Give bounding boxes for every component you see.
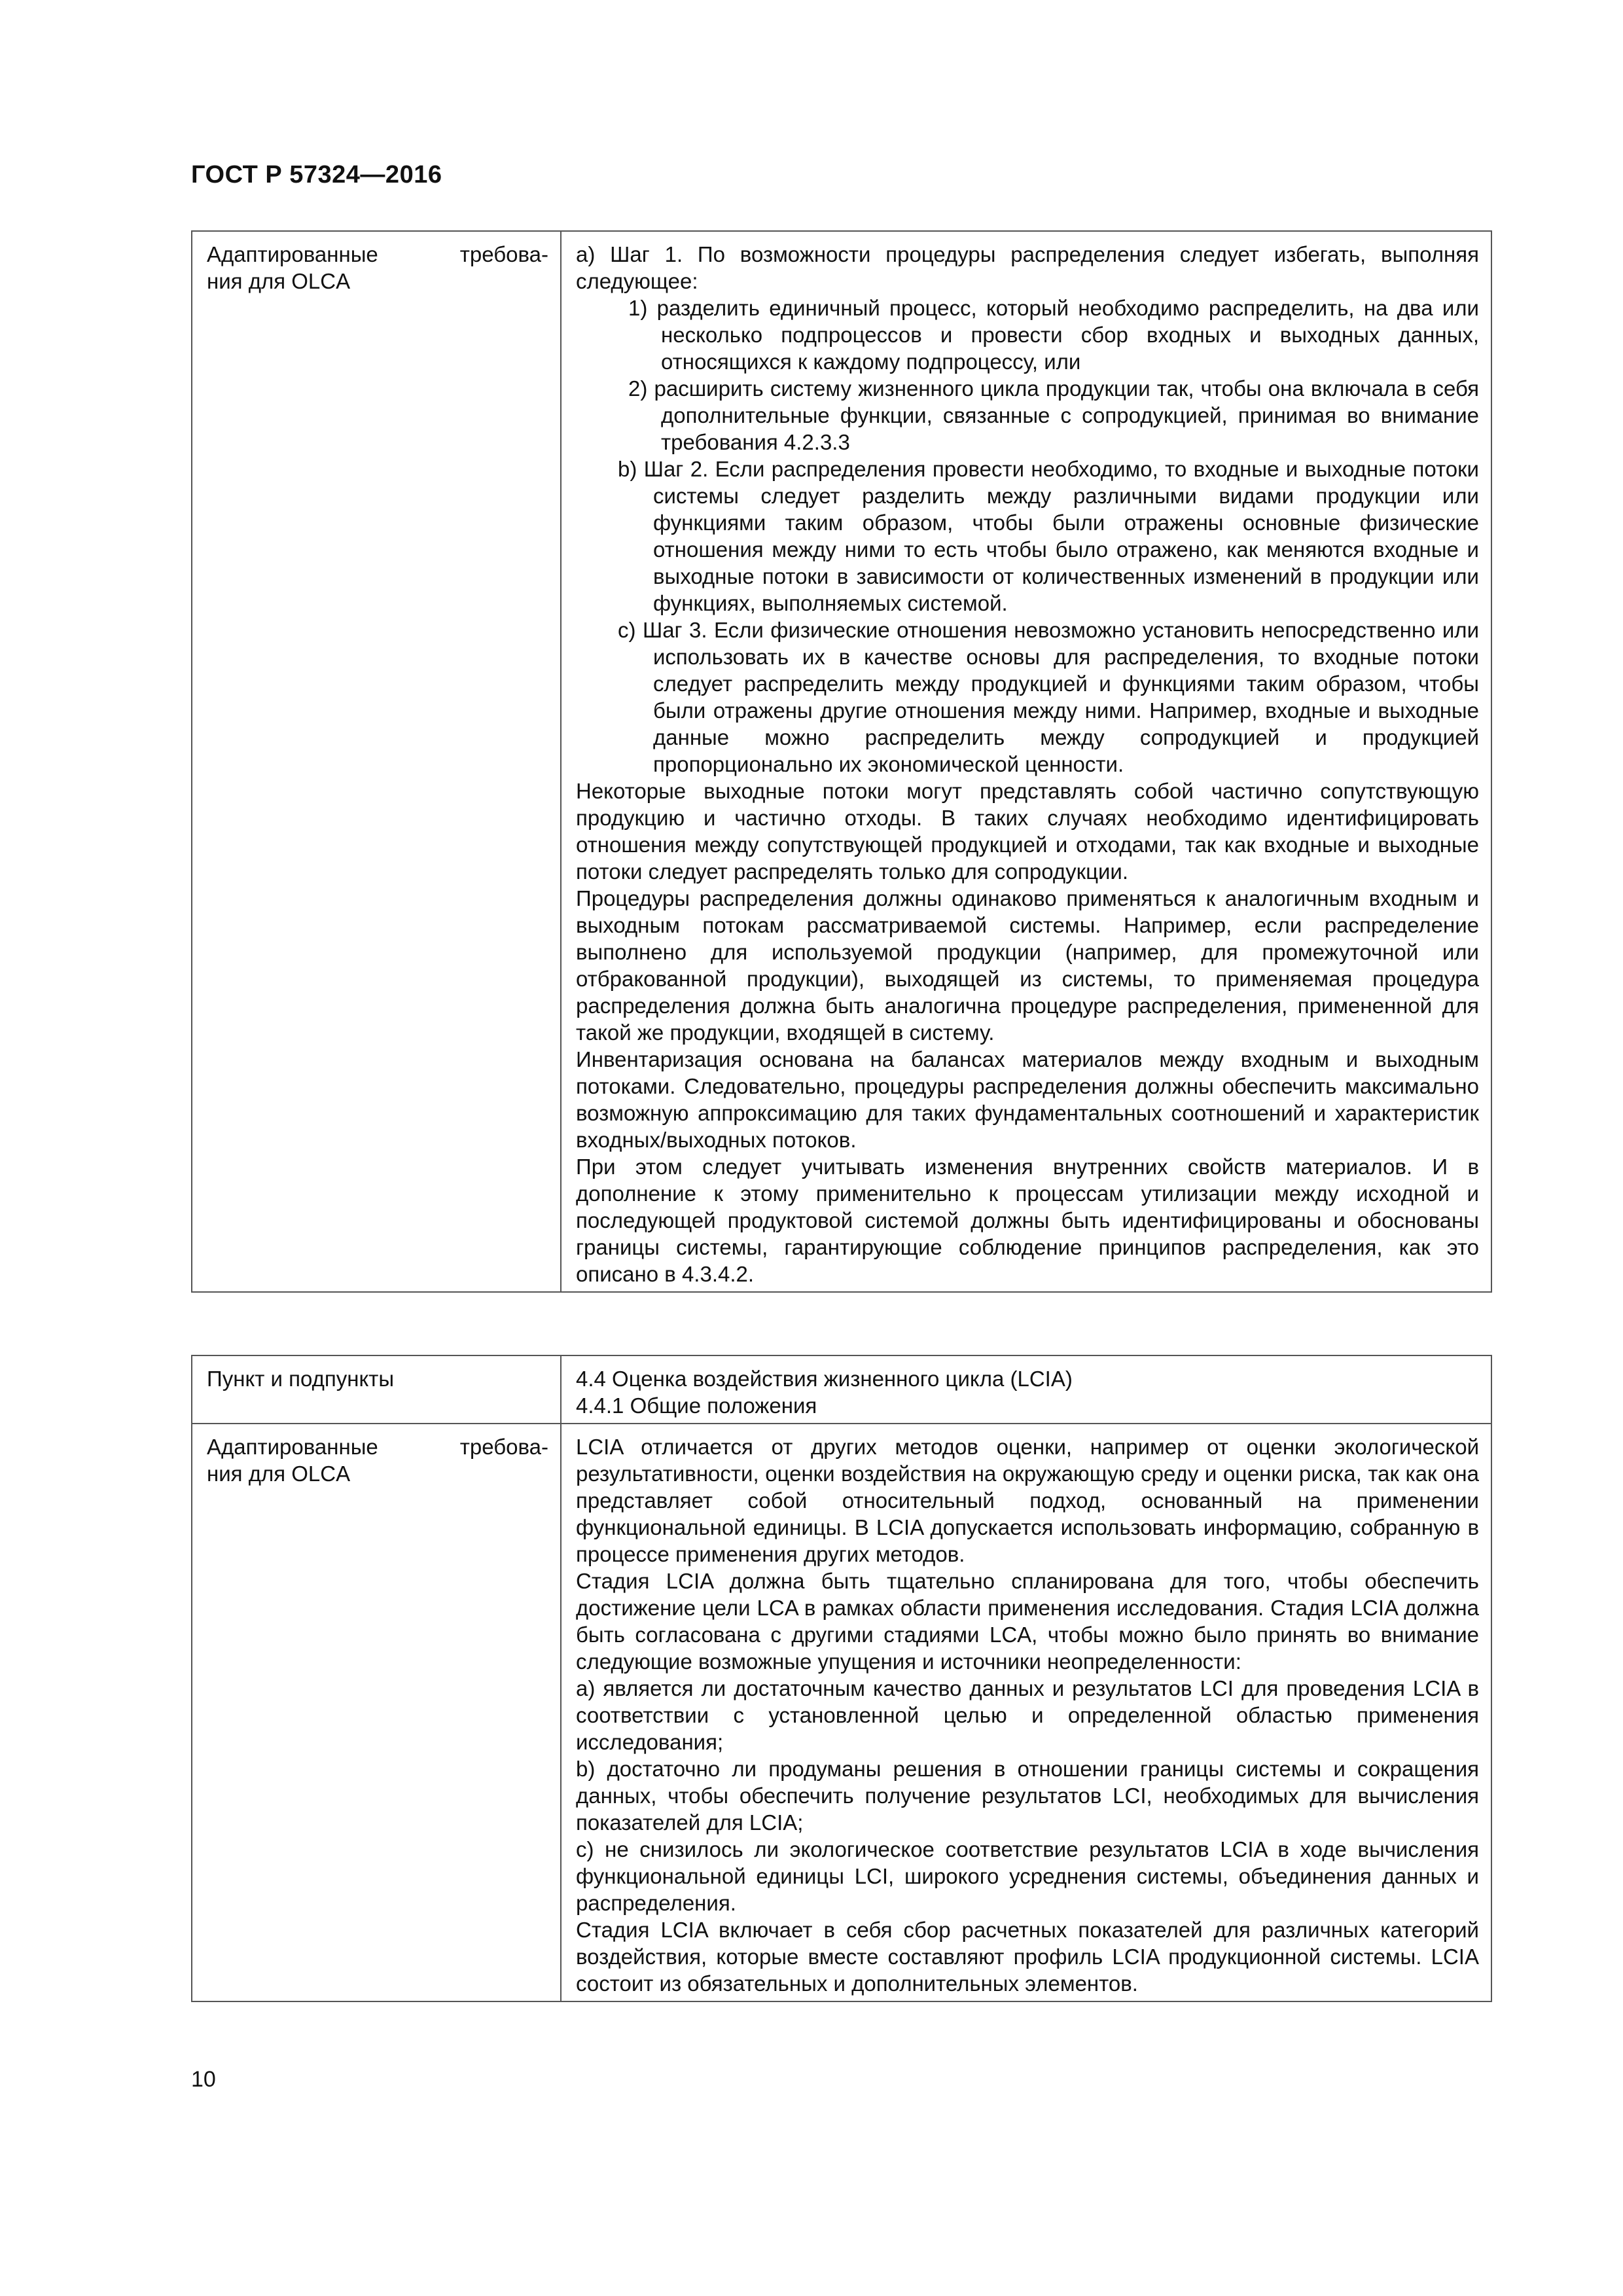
allocation-consistency-paragraph: Процедуры распределения должны одинаково применяться к аналогичным входным и выходным потокам рассматриваемой системы. Например, если распределение выполнено для используемой продукции (например, для промежуточной или отбракованной продукции), выходящей из системы, то применяемая процедура распределения должна быть аналогична процедуре распределения, примененной для такой же продукции, входящей в систему. bbox=[576, 886, 1479, 1045]
uncertainty-item-a: а) является ли достаточным качество данных и результатов LCI для проведения LCIA в соответствии с установленной целью и определенной областью применения исследования; bbox=[576, 1676, 1479, 1754]
allocation-requirements-table bbox=[191, 230, 1492, 1293]
recycling-paragraph: При этом следует учитывать изменения внутренних свойств материалов. И в дополнение к этому применительно к процессам утилизации между исходной и последующей продуктовой системой должны быть идентифицированы и обоснованы границы системы, гарантирующие соблюдение принципов распределения, как это описано в 4.3.4.2. bbox=[576, 1155, 1479, 1286]
row-label-cell bbox=[192, 1355, 561, 1424]
uncertainty-item-b: b) достаточно ли продуманы решения в отношении границы системы и сокращения данных, чтобы обеспечить получение результатов LCI, необходимых для вычисления показателей для LCIA; bbox=[576, 1757, 1479, 1835]
table-row bbox=[192, 231, 1491, 1292]
table-row bbox=[192, 1355, 1491, 1424]
step-2-paragraph: b) Шаг 2. Если распределения провести необходимо, то входные и выходные потоки системы следует разделить между различными видами продукции или функциями таким образом, чтобы были отражены основные физические отношения между ними то есть чтобы было отражено, как меняются входные и выходные потоки в зависимости от количественных изменений в продукции или функциях, выполняемых системой. bbox=[618, 457, 1479, 615]
row-content-cell bbox=[561, 1355, 1491, 1424]
inventory-balance-paragraph: Инвентаризация основана на балансах материалов между входным и выходным потоками. Следовательно, процедуры распределения должны обеспечить максимально возможную аппроксимацию для таких фундаментальных соотношений и характеристик входных/выходных потоков. bbox=[576, 1047, 1479, 1152]
row-label-line2: ния для OLCA bbox=[207, 1462, 351, 1486]
row-label-line1: Адаптированные требова- bbox=[207, 242, 548, 266]
row-content-cell bbox=[561, 1424, 1491, 2001]
lcia-planning-paragraph: Стадия LCIA должна быть тщательно спланирована для того, чтобы обеспечить достижение цели LCA в рамках области применения исследования. Стадия LCIA должна быть согласована с другими стадиями LCA, чтобы можно было принять во внимание следующие возможные упущения и источники неопределенности: bbox=[576, 1569, 1479, 1674]
table-row bbox=[192, 1424, 1491, 2001]
clause-label: Пункт и подпункты bbox=[207, 1367, 395, 1391]
page-number: 10 bbox=[191, 2067, 216, 2092]
uncertainty-item-c: c) не снизилось ли экологическое соответствие результатов LCIA в ходе вычисления функциональной единицы LCI, широкого усреднения системы, объединения данных и распределения. bbox=[576, 1837, 1479, 1915]
step-3-paragraph: c) Шаг 3. Если физические отношения невозможно установить непосредственно или использовать их в качестве основы для распределения, то входные потоки следует распределить между продукцией и функциями таким образом, чтобы были отражены другие отношения между ними. Например, входные и выходные данные можно распределить между сопродукцией и продукцией пропорционально их экономической ценности. bbox=[618, 618, 1479, 776]
lcia-definition-paragraph: LCIA отличается от других методов оценки, например от оценки экологической результативности, оценки воздействия на окружающую среду и оценки риска, так как она представляет собой относительный подход, основанный на применении функциональной единицы. В LCIA допускается использовать информацию, собранную в процессе применения других методов. bbox=[576, 1435, 1479, 1566]
step-1-option-2: 2) расширить систему жизненного цикла продукции так, чтобы она включала в себя дополнительные функции, связанные с сопродукцией, принимая во внимание требования 4.2.3.3 bbox=[628, 376, 1479, 454]
co-product-paragraph: Некоторые выходные потоки могут представлять собой частично сопутствующую продукцию и частично отходы. В таких случаях необходимо идентифицировать отношения между сопутствующей продукцией и отходами, так как входные и выходные потоки следует распределять только для сопродукции. bbox=[576, 779, 1479, 884]
clause-heading-4-4-1: 4.4.1 Общие положения bbox=[576, 1393, 817, 1418]
document-code-header: ГОСТ Р 57324—2016 bbox=[191, 161, 442, 188]
row-content-cell bbox=[561, 231, 1491, 1292]
clause-heading-4-4: 4.4 Оценка воздействия жизненного цикла (LCIA) bbox=[576, 1367, 1073, 1391]
row-label-line2: ния для OLCA bbox=[207, 269, 351, 293]
lcia-table bbox=[191, 1355, 1492, 2002]
row-label-cell bbox=[192, 1424, 561, 2001]
row-label-cell bbox=[192, 231, 561, 1292]
lcia-profile-paragraph: Стадия LCIA включает в себя сбор расчетных показателей для различных категорий воздействия, которые вместе составляют профиль LCIA продукционной системы. LCIA состоит из обязательных и дополнительных элементов. bbox=[576, 1918, 1479, 1996]
step-1-intro: а) Шаг 1. По возможности процедуры распределения следует избегать, выполняя следующее: bbox=[576, 242, 1479, 293]
step-1-option-1: 1) разделить единичный процесс, который необходимо распределить, на два или несколько подпроцессов и провести сбор входных и выходных данных, относящихся к каждому подпроцессу, или bbox=[628, 296, 1479, 374]
row-label-line1: Адаптированные требова- bbox=[207, 1435, 548, 1459]
